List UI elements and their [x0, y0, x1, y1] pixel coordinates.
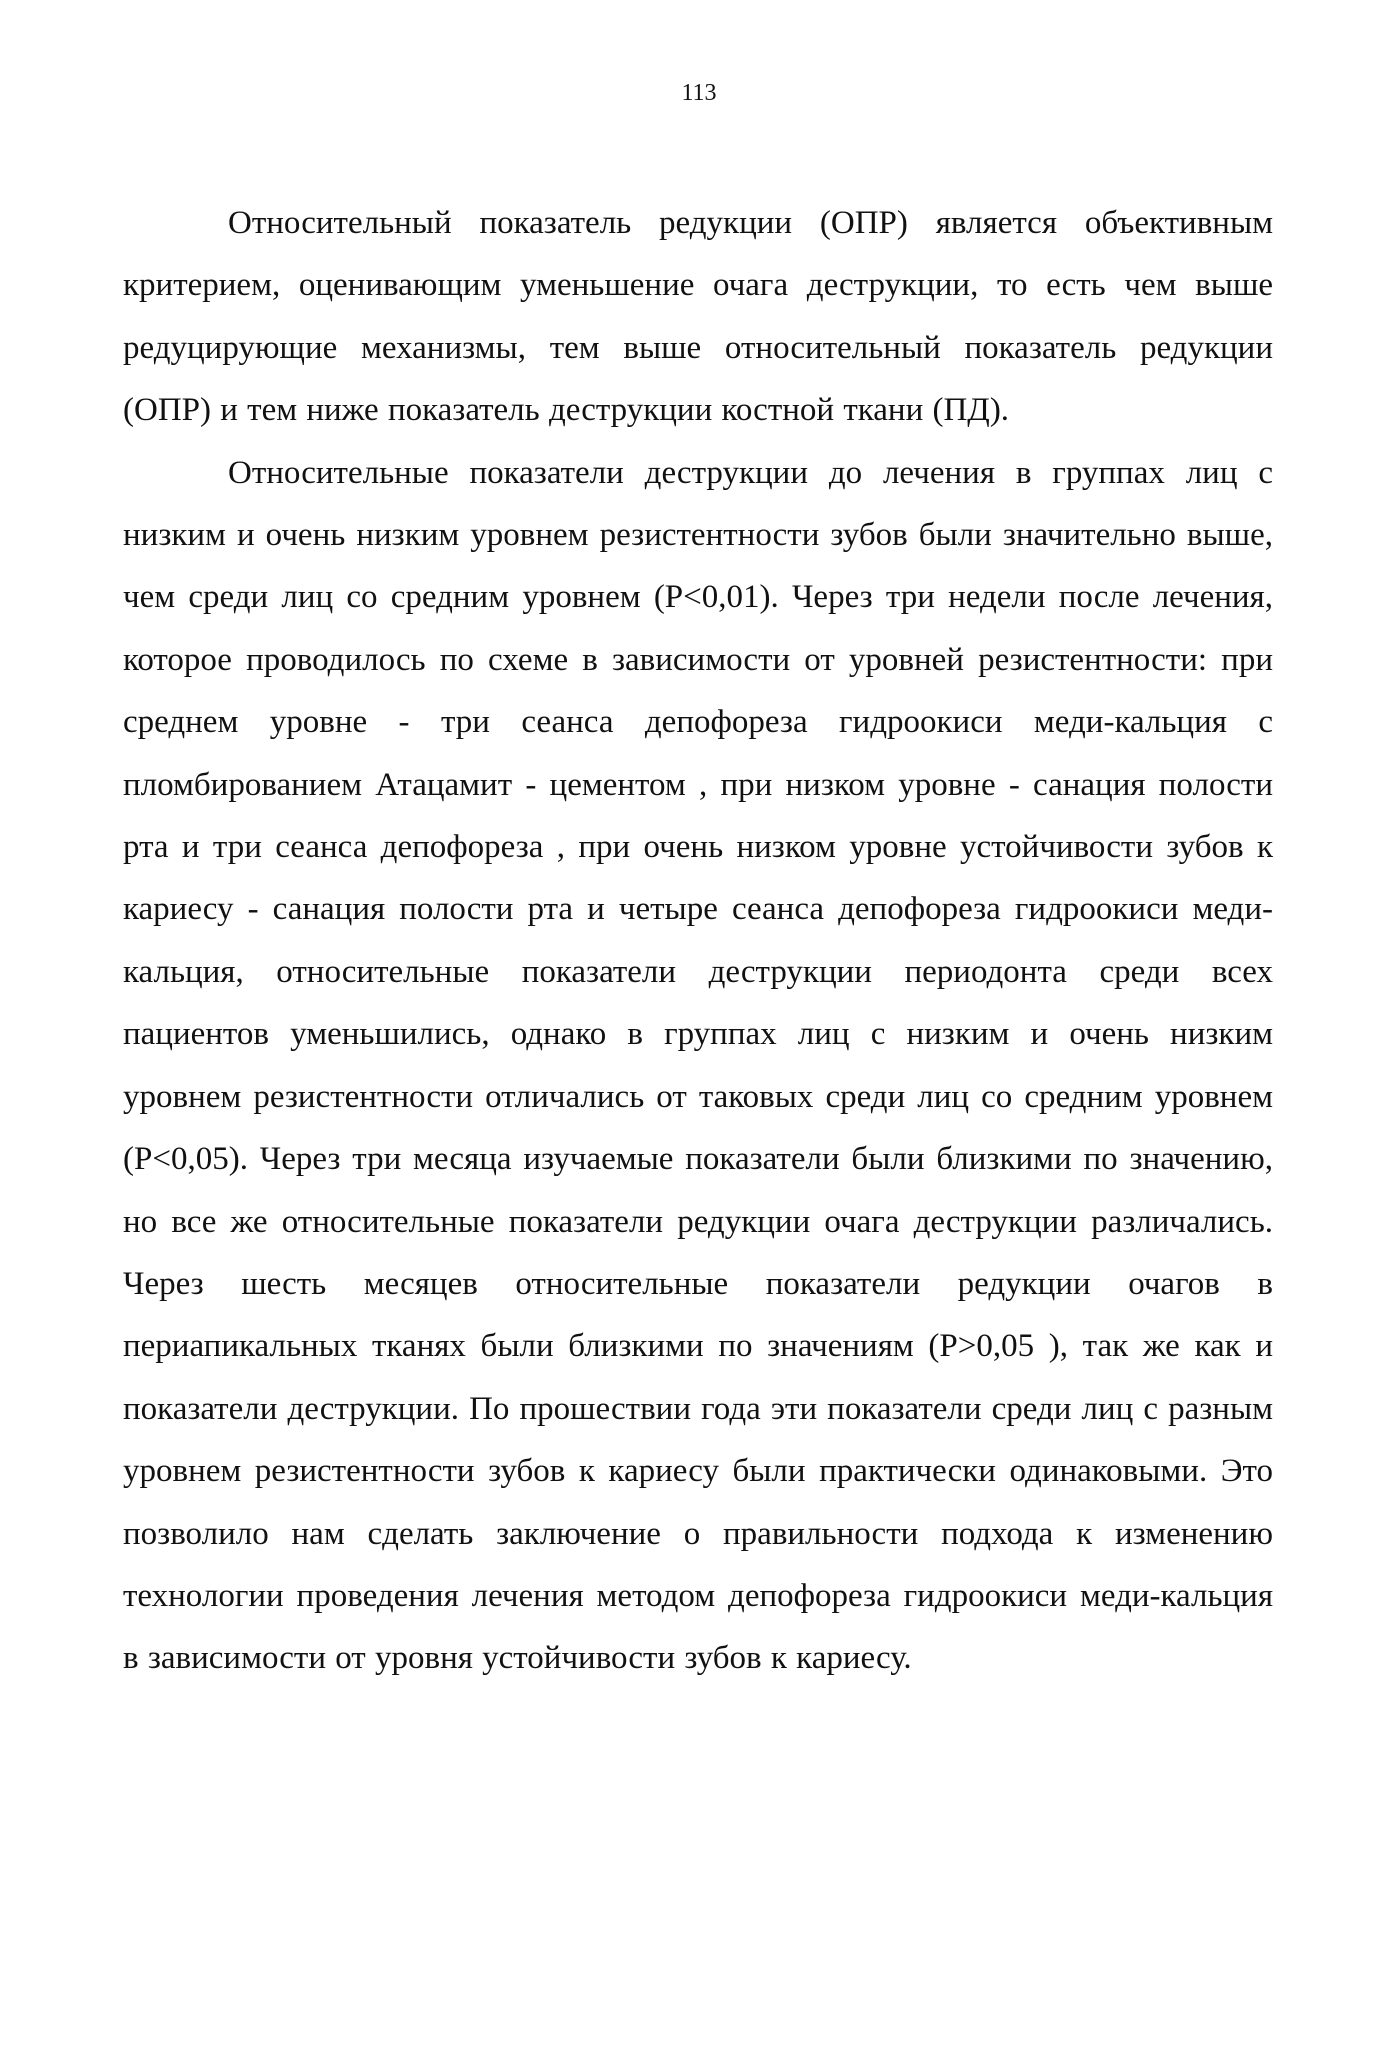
paragraph-destruction-results: Относительные показатели деструкции до лечения в группах лиц с низким и очень низким уровнем резистентности зубов были значительно выше, чем среди лиц со средним уровнем (P<0,01). Через три недели после лечения, которое проводилось по схеме в зависимости от уровней резистентности: при среднем уровне - три сеанса депофореза гидроокиси меди-кальция с пломбированием Атацамит - цементом , при низком уровне - санация полости рта и три сеанса депофореза , при очень низком уровне устойчивости зубов к кариесу - санация полости рта и четыре сеанса депофореза гидроокиси меди-кальция, относительные показатели деструкции периодонта среди всех пациентов уменьшились, однако в группах лиц с низким и очень низким уровнем резистентности отличались от таковых среди лиц со средним уровнем (P<0,05). Через три месяца изучаемые показатели были близкими по значению, но все же относительные показатели редукции очага деструкции различались. Через шесть месяцев относительные показатели редукции очагов в периапикальных тканях были близкими по значениям (P>0,05 ), так же как и показатели деструкции. По прошествии года эти показатели среди лиц с разным уровнем резистентности зубов к кариесу были практически одинаковыми. Это позволило нам сделать заключение о правильности подхода к изменению технологии проведения лечения методом депофореза гидроокиси меди-кальция в зависимости от уровня устойчивости зубов к кариесу. [123, 454, 1273, 1677]
paragraph-reduction-index: Относительный показатель редукции (ОПР) является объективным критерием, оценивающим уменьшение очага деструкции, то есть чем выше редуцирующие механизмы, тем выше относительный показатель редукции (ОПР) и тем ниже показатель деструкции костной ткани (ПД). [123, 205, 1273, 429]
page-number: 113 [681, 80, 717, 106]
body-text [123, 192, 1273, 1690]
